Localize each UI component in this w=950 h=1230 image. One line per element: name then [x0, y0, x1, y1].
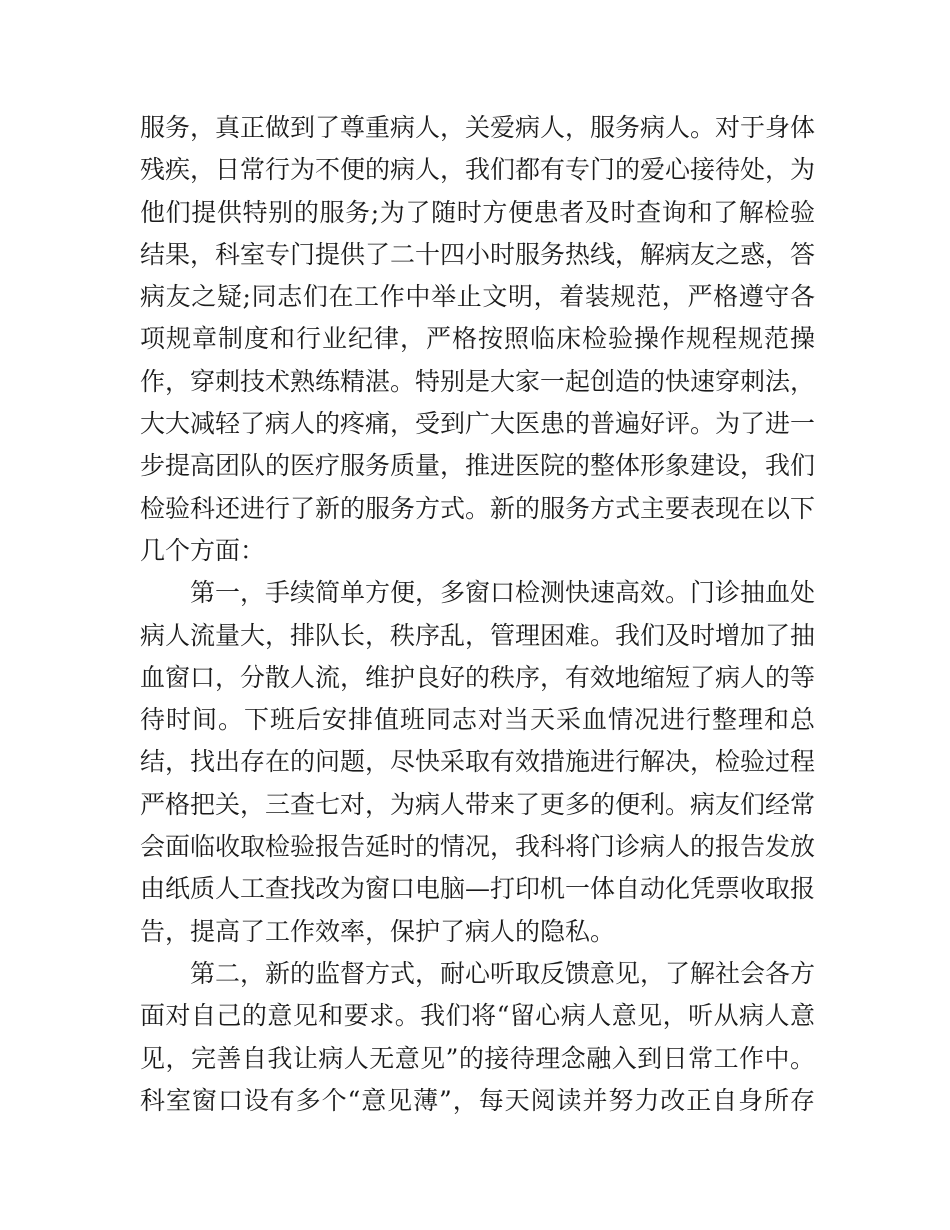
text-line: 病人流量大，排队长，秩序乱，管理困难。我们及时增加了抽 [140, 620, 816, 650]
text-line: 严格把关，三查七对，为病人带来了更多的便利。病友们经常 [140, 789, 816, 819]
text-line: 告，提高了工作效率，保护了病人的隐私。 [140, 916, 616, 946]
text-line: 血窗口，分散人流，维护良好的秩序，有效地缩短了病人的等 [140, 662, 816, 692]
text-line: 结，找出存在的问题，尽快采取有效措施进行解决，检验过程 [140, 747, 816, 777]
text-line: 项规章制度和行业纪律，严格按照临床检验操作规程规范操 [140, 324, 815, 354]
text-line: 会面临收取检验报告延时的情况，我科将门诊病人的报告发放 [140, 832, 816, 862]
paragraph-first-line: 第一，手续简单方便，多窗口检测快速高效。门诊抽血处 [190, 578, 816, 608]
text-line: 服务，真正做到了尊重病人，关爱病人，服务病人。对于身体 [140, 113, 816, 142]
text-line: 见，完善自我让病人无意见”的接待理念融入到日常工作中。 [140, 1043, 815, 1073]
text-line: 由纸质人工查找改为窗口电脑—打印机一体自动化凭票收取报 [140, 874, 816, 904]
text-line: 几个方面： [140, 535, 266, 565]
text-line: 科室窗口设有多个“意见薄”，每天阅读并努力改正自身所存 [140, 1085, 815, 1115]
text-line: 面对自己的意见和要求。我们将“留心病人意见，听从病人意 [140, 1001, 815, 1031]
text-line: 步提高团队的医疗服务质量，推进医院的整体形象建设，我们 [140, 451, 816, 481]
body-text [140, 107, 815, 1122]
text-line: 作，穿刺技术熟练精湛。特别是大家一起创造的快速穿刺法， [140, 366, 816, 396]
text-line: 待时间。下班后安排值班同志对当天采血情况进行整理和总 [140, 705, 815, 735]
text-line: 结果，科室专门提供了二十四小时服务热线，解病友之惑，答 [140, 239, 816, 269]
paragraph-first-line: 第二，新的监督方式，耐心听取反馈意见，了解社会各方 [190, 958, 816, 988]
text-line: 残疾，日常行为不便的病人，我们都有专门的爱心接待处，为 [140, 155, 816, 185]
text-line: 他们提供特别的服务;为了随时方便患者及时查询和了解检验 [140, 197, 815, 227]
text-line: 病友之疑;同志们在工作中举止文明，着装规范，严格遵守各 [140, 282, 815, 312]
text-line: 检验科还进行了新的服务方式。新的服务方式主要表现在以下 [140, 493, 816, 523]
text-line: 大大减轻了病人的疼痛，受到广大医患的普遍好评。为了进一 [140, 409, 816, 439]
